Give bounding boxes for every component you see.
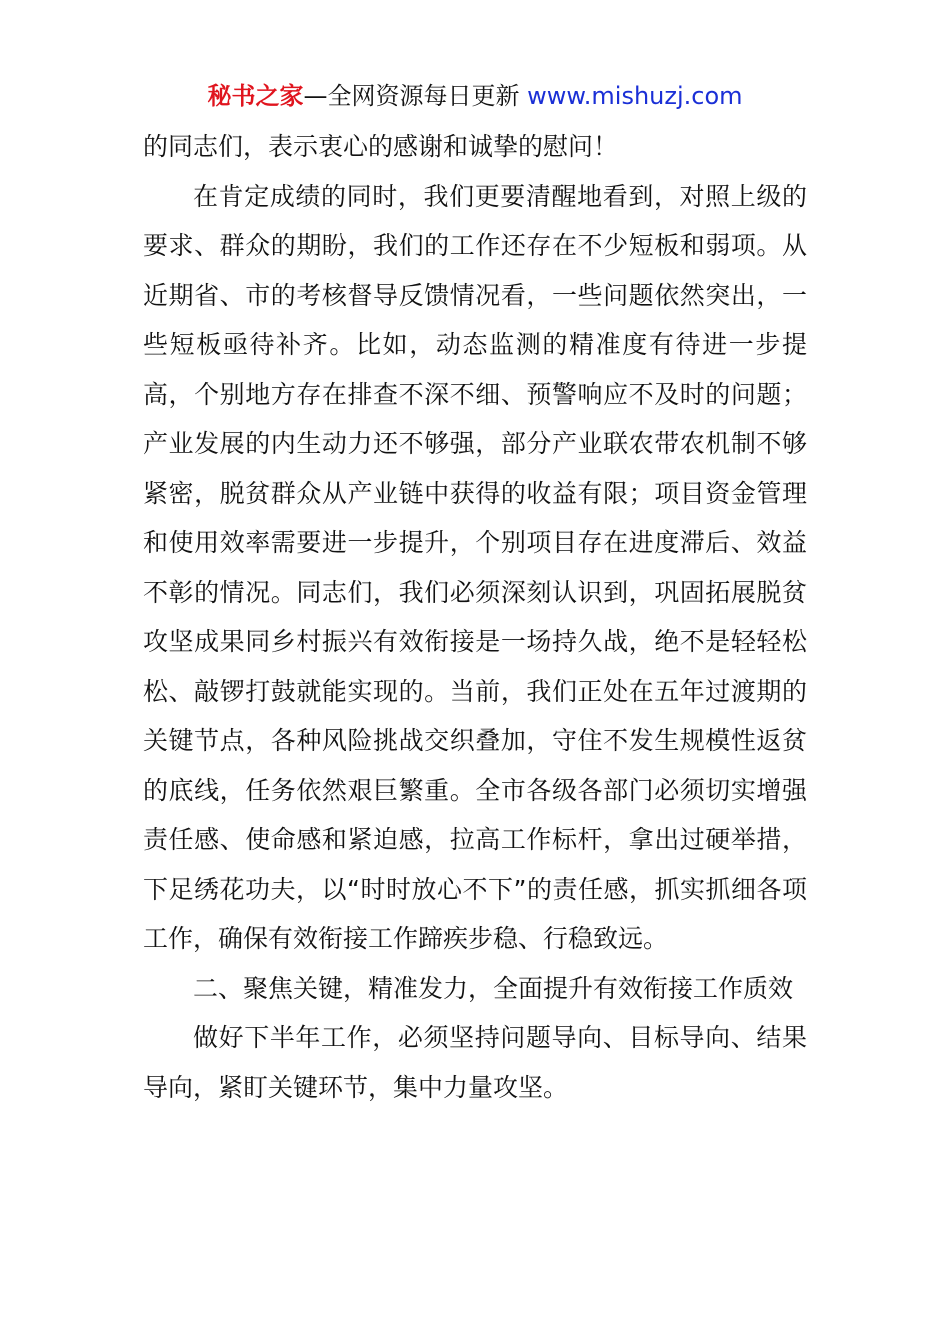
site-url-link[interactable]: www.mishuzj.com (527, 82, 743, 110)
section-heading: 二、聚焦关键，精准发力，全面提升有效衔接工作质效 (193, 973, 794, 1003)
paragraph-continuation: 的同志们，表示衷心的感谢和诚挚的慰问！ (143, 132, 619, 161)
paragraph-second-half-work: 做好下半年工作，必须坚持问题导向、目标导向、结果导向，紧盯关键环节，集中力量攻坚。 (143, 1023, 807, 1102)
site-header (0, 80, 950, 112)
site-brand: 秘书之家 (207, 82, 304, 110)
paragraph-shortcomings: 在肯定成绩的同时，我们更要清醒地看到，对照上级的要求、群众的期盼，我们的工作还存在不少短板和弱项。从近期省、市的考核督导反馈情况看，一些问题依然突出，一些短板亟待补齐。比如，动态监测的精准度有待进一步提高，个别地方存在排查不深不细、预警响应不及时的问题；产业发展的内生动力还不够强，部分产业联农带农机制不够紧密，脱贫群众从产业链中获得的收益有限；项目资金管理和使用效率需要进一步提升，个别项目存在进度滞后、效益不彰的情况。同志们，我们必须深刻认识到，巩固拓展脱贫攻坚成果同乡村振兴有效衔接是一场持久战，绝不是轻轻松松、敲锣打鼓就能实现的。当前，我们正处在五年过渡期的关键节点，各种风险挑战交织叠加，守住不发生规模性返贫的底线，任务依然艰巨繁重。全市各级各部门必须切实增强责任感、使命感和紧迫感，拉高工作标杆，拿出过硬举措，下足绣花功夫，以“时时放心不下”的责任感，抓实抓细各项工作，确保有效衔接工作蹄疾步稳、行稳致远。 (143, 181, 807, 953)
site-tagline: —全网资源每日更新 (303, 82, 520, 110)
document-body (143, 122, 807, 1112)
